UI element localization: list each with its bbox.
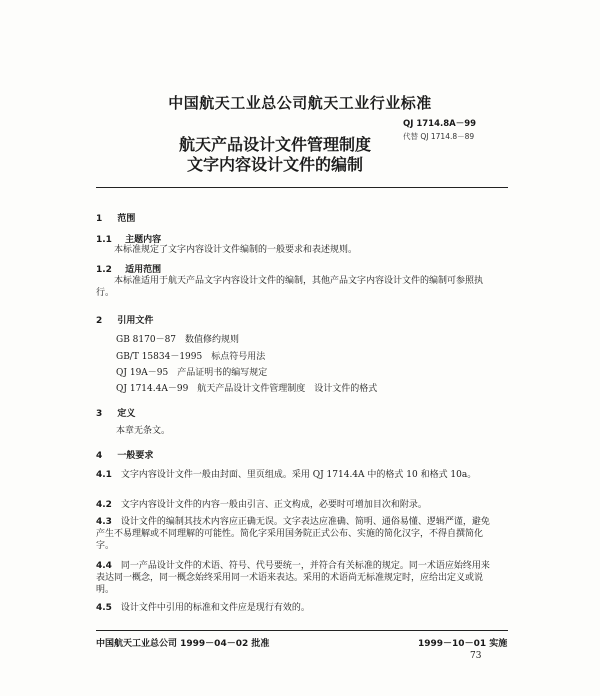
clause-4-1 — [96, 469, 496, 481]
reference-item: GB 8170－87 数值修约规则 — [116, 335, 240, 345]
section-1-1-text: 本标准规定了文字内容设计文件编制的一般要求和表述规则。 — [114, 245, 358, 255]
clause-text: 文字内容设计文件的内容一般由引言、正文构成，必要时可增加目次和附录。 — [120, 500, 427, 510]
header-divider — [96, 187, 508, 188]
section-title: 范围 — [117, 214, 136, 224]
section-title: 一般要求 — [117, 451, 154, 461]
section-title: 适用范围 — [125, 265, 162, 275]
reference-item: GB/T 15834－1995 标点符号用法 — [116, 352, 266, 362]
document-title-line2: 文字内容设计文件的编制 — [186, 155, 363, 174]
implementation-date: 1999－10－01 实施 — [418, 639, 508, 649]
clause-4-2 — [96, 499, 496, 511]
clause-number: 4.3 — [96, 517, 112, 527]
section-3-heading — [96, 406, 135, 419]
replaces-standard: 代替 QJ 1714.8－89 — [403, 132, 475, 141]
section-1-heading — [96, 211, 135, 224]
section-number: 1 — [96, 214, 103, 224]
section-title: 定义 — [117, 409, 136, 419]
issuing-organization: 中国航天工业总公司航天工业行业标准 — [168, 94, 432, 112]
section-2-heading — [96, 313, 153, 326]
clause-text: 设计文件的编制其技术内容应正确无误。文字表达应准确、简明、通俗易懂、逻辑严谨，避免产生不易理解或不同理解的可能性。简化字采用国务院正式公布、实施的简化汉字，不得自撰简化字。 — [96, 517, 490, 551]
clause-text: 设计文件中引用的标准和文件应是现行有效的。 — [120, 603, 310, 613]
clause-number: 4.1 — [96, 470, 112, 480]
section-number: 2 — [96, 316, 103, 326]
clause-number: 4.5 — [96, 603, 112, 613]
section-number: 3 — [96, 409, 103, 419]
section-title: 引用文件 — [117, 316, 154, 326]
clause-4-3 — [96, 516, 496, 552]
clause-4-5 — [96, 602, 496, 614]
section-number: 1.2 — [96, 265, 112, 275]
section-1-2-heading — [96, 262, 161, 275]
document-title-line1: 航天产品设计文件管理制度 — [178, 135, 371, 154]
clause-4-4 — [96, 560, 496, 596]
page-number: 73 — [470, 651, 482, 661]
clause-number: 4.2 — [96, 500, 112, 510]
footer-divider — [96, 630, 508, 631]
reference-item: QJ 19A－95 产品证明书的编写规定 — [116, 368, 268, 378]
section-1-2-text: 本标准适用于航天产品文字内容设计文件的编制，其他产品文字内容设计文件的编制可参照执行。 — [96, 276, 484, 298]
reference-item: QJ 1714.4A－99 航天产品设计文件管理制度 设计文件的格式 — [116, 384, 378, 394]
section-number: 1.1 — [96, 235, 112, 245]
section-4-heading — [96, 448, 153, 461]
standard-number: QJ 1714.8A－99 — [403, 119, 477, 129]
approval-line: 中国航天工业总公司 1999－04－02 批准 — [96, 639, 270, 649]
section-title: 主题内容 — [125, 235, 162, 245]
clause-text: 同一产品设计文件的术语、符号、代号要统一，并符合有关标准的规定。同一术语应始终用来表达同一概念，同一概念始终采用同一术语来表达。采用的术语尚无标准规定时，应给出定义或说明。 — [96, 561, 490, 595]
section-3-text: 本章无条文。 — [116, 426, 171, 436]
clause-text: 文字内容设计文件一般由封面、里页组成。采用 QJ 1714.4A 中的格式 10 和格式 10a。 — [120, 470, 477, 480]
section-number: 4 — [96, 451, 103, 461]
clause-number: 4.4 — [96, 561, 112, 571]
